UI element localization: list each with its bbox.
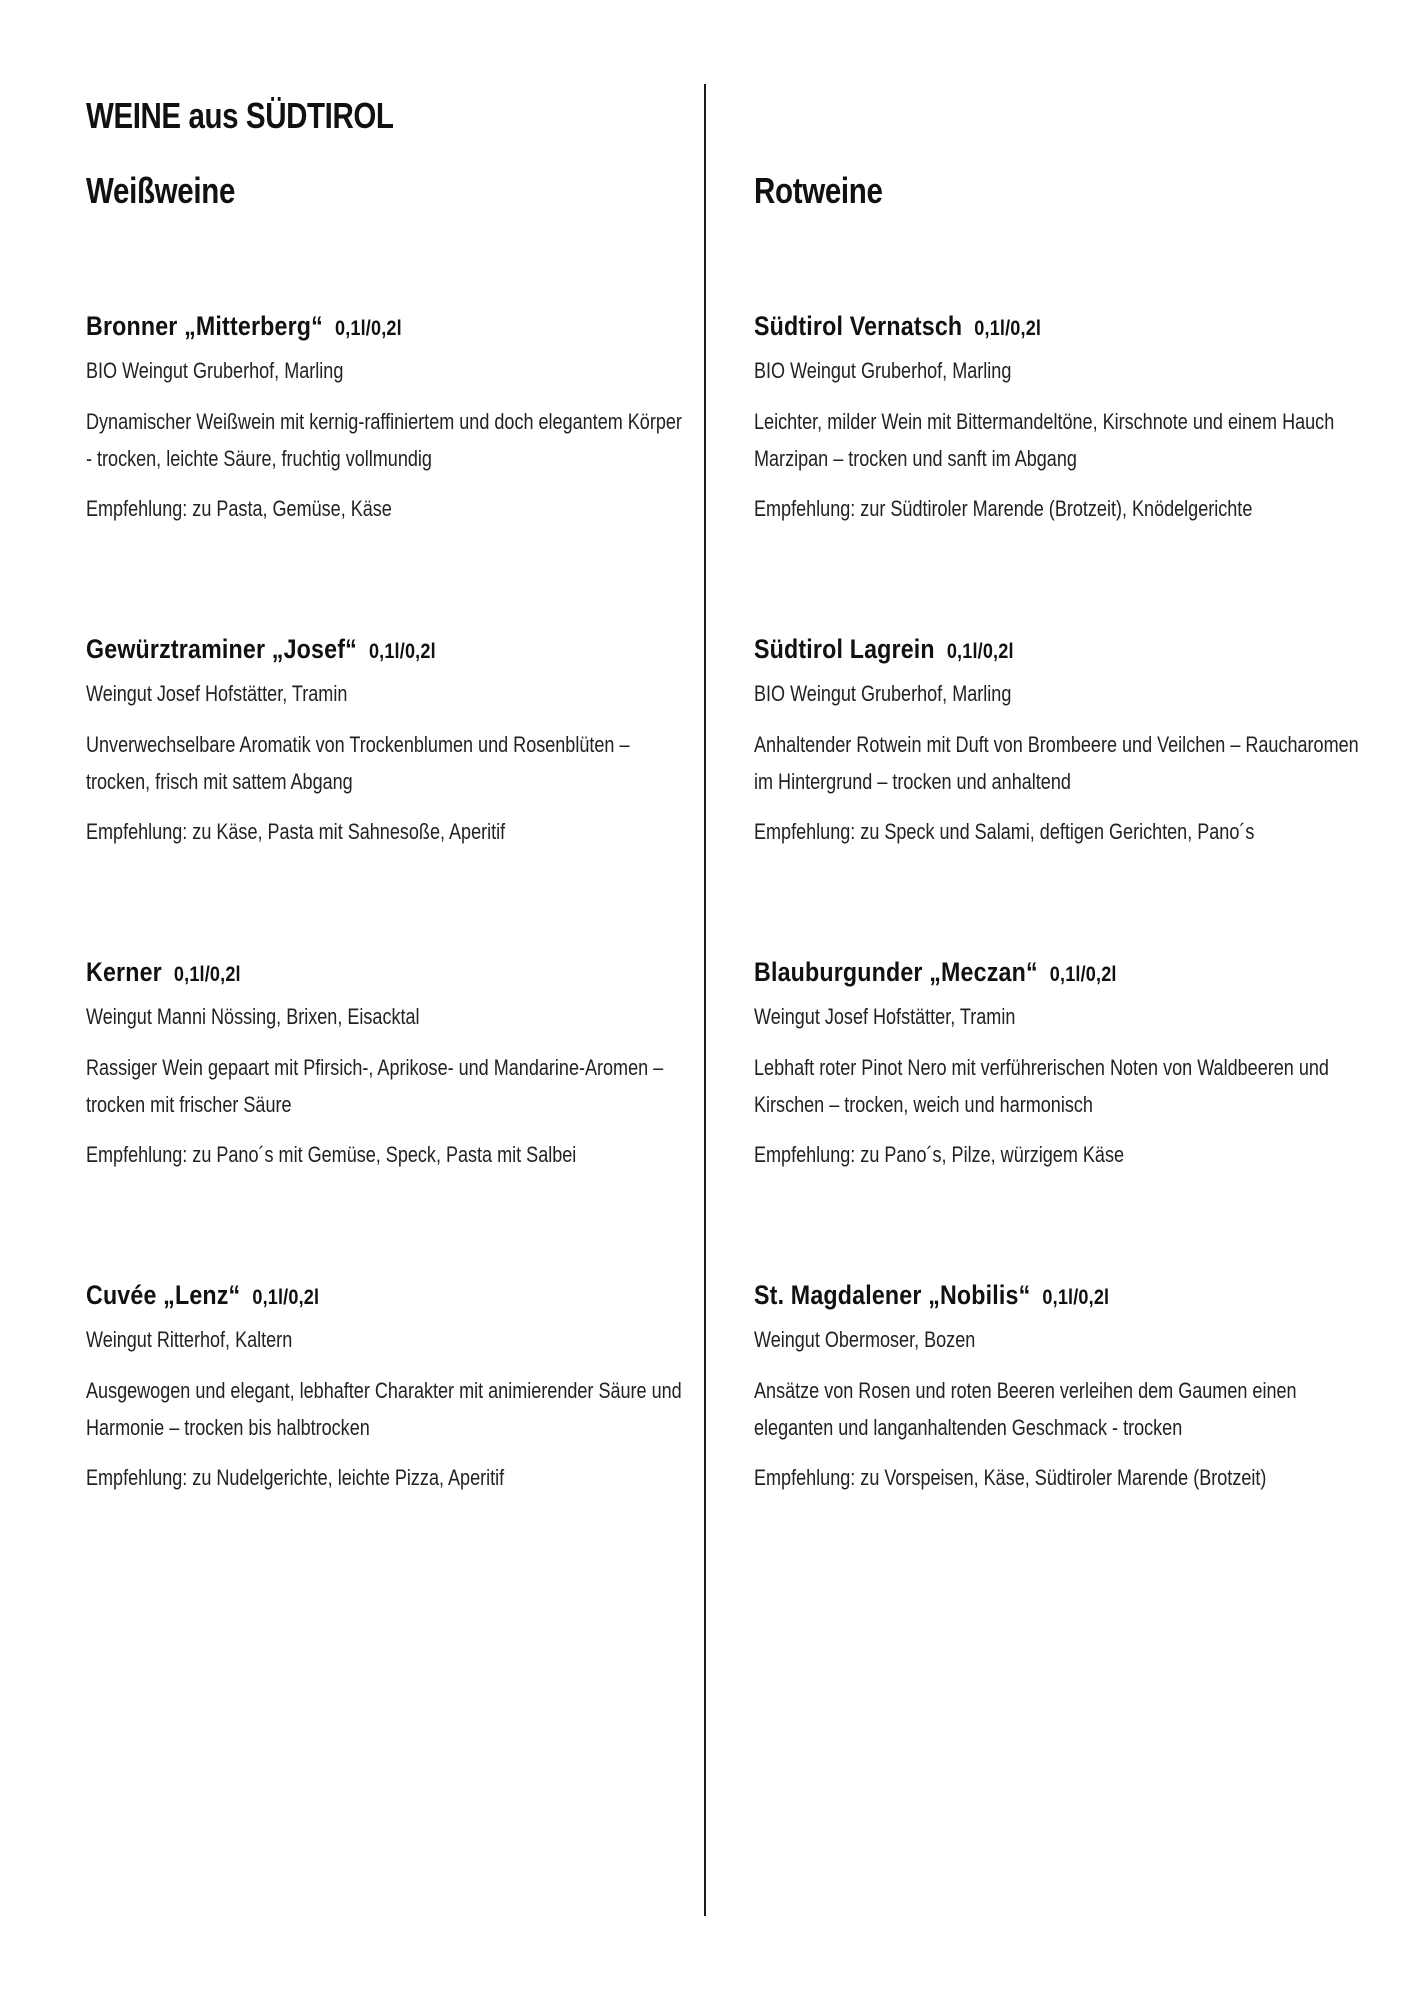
wine-description: Leichter, milder Wein mit Bittermandeltöne, Kirschnote und einem Hauch Marzipan – trocken und sanft im Abgang [754,409,1335,471]
wine-name: Gewürztraminer „Josef“ [86,634,357,664]
wine-item [86,951,686,1274]
wine-producer: Weingut Obermoser, Bozen [754,1327,976,1352]
wine-description: Ansätze von Rosen und roten Beeren verleihen dem Gaumen einen eleganten und langanhaltenden Geschmack - trocken [754,1378,1297,1440]
wine-header [86,305,602,347]
wine-producer: Weingut Josef Hofstätter, Tramin [754,1004,1016,1029]
wine-header [754,951,1270,993]
wine-serving-size: 0,1l/0,2l [173,963,241,986]
wine-name: Südtirol Lagrein [754,634,935,664]
wine-description: Rassiger Wein gepaart mit Pfirsich-, Aprikose- und Mandarine-Aromen – trocken mit frischer Säure [86,1055,664,1117]
wine-item [86,1274,686,1597]
wine-serving-size: 0,1l/0,2l [1049,963,1117,986]
wine-header [86,951,602,993]
wine-recommendation: Empfehlung: zur Südtiroler Marende (Brotzeit), Knödelgerichte [754,496,1253,521]
wine-name: Kerner [86,957,162,987]
wine-serving-size: 0,1l/0,2l [946,640,1014,663]
wine-name: Bronner „Mitterberg“ [86,311,323,341]
wine-item [754,1274,1354,1597]
column-divider [704,84,706,1916]
wine-item [86,305,686,628]
wine-description: Lebhaft roter Pinot Nero mit verführerischen Noten von Waldbeeren und Kirschen – trocken, weich und harmonisch [754,1055,1329,1117]
wine-producer: BIO Weingut Gruberhof, Marling [754,358,1012,383]
wine-serving-size: 0,1l/0,2l [252,1286,320,1309]
page-title: WEINE aus SÜDTIROL [86,95,394,136]
wine-item [754,628,1359,951]
wine-recommendation: Empfehlung: zu Nudelgerichte, leichte Pizza, Aperitif [86,1465,505,1490]
wine-serving-size: 0,1l/0,2l [1042,1286,1110,1309]
wine-description: Ausgewogen und elegant, lebhafter Charakter mit animierender Säure und Harmonie – trocken bis halbtrocken [86,1378,682,1440]
wine-name: St. Magdalener „Nobilis“ [754,1280,1031,1310]
red-wine-heading: Rotweine [754,170,883,211]
wine-recommendation: Empfehlung: zu Pasta, Gemüse, Käse [86,496,392,521]
wine-producer: Weingut Josef Hofstätter, Tramin [86,681,348,706]
wine-producer: BIO Weingut Gruberhof, Marling [86,358,344,383]
wine-description: Anhaltender Rotwein mit Duft von Brombeere und Veilchen – Raucharomen im Hintergrund – trocken und anhaltend [754,732,1359,794]
wine-name: Cuvée „Lenz“ [86,1280,241,1310]
wine-description: Unverwechselbare Aromatik von Trockenblumen und Rosenblüten – trocken, frisch mit sattem Abgang [86,732,630,794]
wine-name: Blauburgunder „Meczan“ [754,957,1038,987]
wine-header [86,628,602,670]
wine-header [754,628,1270,670]
wine-name: Südtirol Vernatsch [754,311,963,341]
white-wine-column [86,165,686,1597]
wine-recommendation: Empfehlung: zu Käse, Pasta mit Sahnesoße, Aperitif [86,819,506,844]
wine-serving-size: 0,1l/0,2l [334,317,402,340]
wine-recommendation: Empfehlung: zu Pano´s, Pilze, würzigem Käse [754,1142,1124,1167]
wine-description: Dynamischer Weißwein mit kernig-raffiniertem und doch elegantem Körper - trocken, leichte Säure, fruchtig vollmundig [86,409,682,471]
wine-serving-size: 0,1l/0,2l [974,317,1042,340]
wine-item [754,951,1354,1274]
wine-recommendation: Empfehlung: zu Pano´s mit Gemüse, Speck, Pasta mit Salbei [86,1142,577,1167]
wine-header [754,1274,1270,1316]
red-wine-column [754,165,1359,1597]
wine-header [86,1274,602,1316]
wine-producer: Weingut Ritterhof, Kaltern [86,1327,293,1352]
wine-item [86,628,686,951]
wine-serving-size: 0,1l/0,2l [368,640,436,663]
wine-producer: Weingut Manni Nössing, Brixen, Eisacktal [86,1004,420,1029]
white-wine-heading: Weißweine [86,170,236,211]
wine-producer: BIO Weingut Gruberhof, Marling [754,681,1012,706]
wine-header [754,305,1270,347]
wine-item [754,305,1354,628]
red-wine-list [754,305,1359,1597]
wine-recommendation: Empfehlung: zu Speck und Salami, deftigen Gerichten, Pano´s [754,819,1255,844]
wine-recommendation: Empfehlung: zu Vorspeisen, Käse, Südtiroler Marende (Brotzeit) [754,1465,1267,1490]
white-wine-list [86,305,686,1597]
